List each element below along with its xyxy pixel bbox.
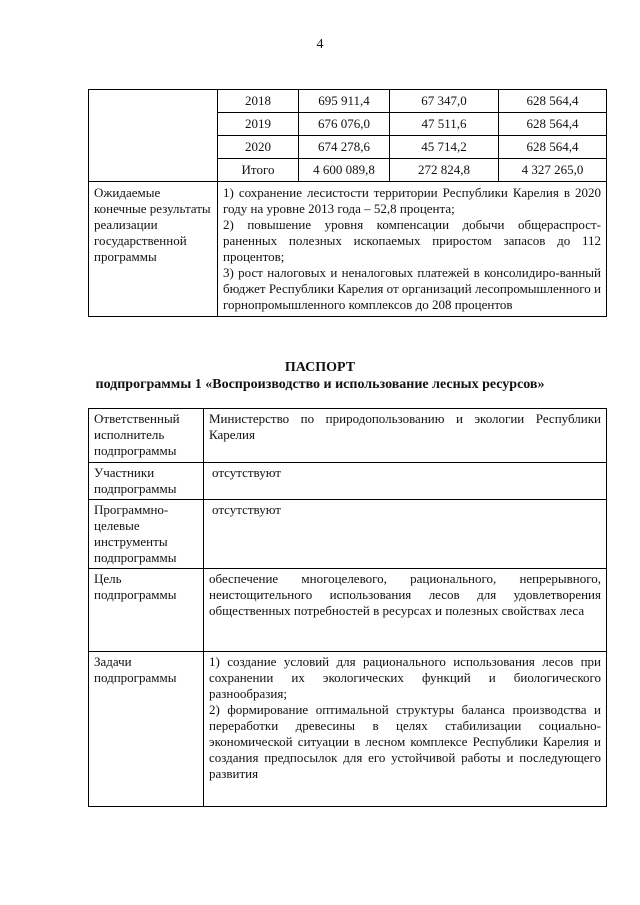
table-row bbox=[89, 409, 607, 463]
table-row bbox=[89, 652, 607, 807]
expected-results-value bbox=[218, 182, 607, 317]
table-row bbox=[89, 90, 607, 113]
amount-cell: 628 564,4 bbox=[499, 136, 607, 159]
list-item: 2) повышение уровня компенсации добычи общераспрост-раненных полезных ископаемых приростом запасов до 112 процентов; bbox=[223, 217, 601, 264]
list-item: 1) создание условий для рационального использования лесов при сохранении их экологических функций и биологического разнообразия; bbox=[209, 654, 601, 701]
page-number: 4 bbox=[316, 37, 324, 52]
amount-cell: 628 564,4 bbox=[499, 90, 607, 113]
row-label: Программно-целевые инструменты подпрограммы bbox=[89, 500, 204, 569]
row-label: Участники подпрограммы bbox=[89, 463, 204, 500]
funding-table bbox=[88, 89, 607, 317]
amount-cell: 628 564,4 bbox=[499, 113, 607, 136]
year-cell: 2019 bbox=[218, 113, 299, 136]
total-cell: 676 076,0 bbox=[299, 113, 390, 136]
table-row bbox=[89, 569, 607, 652]
table-row bbox=[89, 463, 607, 500]
table-row bbox=[89, 182, 607, 317]
row-value: Министерство по природопользованию и экологии Республики Карелия bbox=[204, 409, 607, 463]
list-item: 2) формирование оптимальной структуры баланса производства и переработки древесины в целях стабилизации социально-экономической ситуации в лесном комплексе Республики Карелия и создания предпосылок для его устойчивой работы и последующего развития bbox=[209, 702, 601, 781]
expected-results-label: Ожидаемые конечные результаты реализации государственной программы bbox=[89, 182, 218, 317]
year-cell: 2020 bbox=[218, 136, 299, 159]
amount-cell: 47 511,6 bbox=[390, 113, 499, 136]
table-row bbox=[89, 500, 607, 569]
amount-cell: 67 347,0 bbox=[390, 90, 499, 113]
amount-cell: 4 327 265,0 bbox=[499, 159, 607, 182]
total-cell: 695 911,4 bbox=[299, 90, 390, 113]
total-cell: 4 600 089,8 bbox=[299, 159, 390, 182]
row-label: Ответственный исполнитель подпрограммы bbox=[89, 409, 204, 463]
row-label: Задачи подпрограммы bbox=[89, 652, 204, 807]
row-label: Цель подпрограммы bbox=[89, 569, 204, 652]
year-cell: Итого bbox=[218, 159, 299, 182]
row-value: обеспечение многоцелевого, рационального, непрерывного, неистощительного использования лесов для удовлетворения общественных потребностей в ресурсах и полезных свойствах леса bbox=[204, 569, 607, 652]
row-value: отсутствуют bbox=[204, 463, 607, 500]
empty-label-cell bbox=[89, 90, 218, 182]
section-subtitle: подпрограммы 1 «Воспроизводство и использование лесных ресурсов» bbox=[95, 377, 545, 392]
row-value: отсутствуют bbox=[204, 500, 607, 569]
amount-cell: 272 824,8 bbox=[390, 159, 499, 182]
list-item: 3) рост налоговых и неналоговых платежей в консолидиро-ванный бюджет Республики Карелия от организаций лесопромышленного и горнопромышленного комплексов до 208 процентов bbox=[223, 265, 601, 312]
year-cell: 2018 bbox=[218, 90, 299, 113]
row-value bbox=[204, 652, 607, 807]
passport-table bbox=[88, 408, 607, 807]
total-cell: 674 278,6 bbox=[299, 136, 390, 159]
amount-cell: 45 714,2 bbox=[390, 136, 499, 159]
list-item: 1) сохранение лесистости территории Республики Карелия в 2020 году на уровне 2013 года – 52,8 процента; bbox=[223, 185, 601, 216]
section-title: ПАСПОРТ bbox=[284, 360, 356, 375]
